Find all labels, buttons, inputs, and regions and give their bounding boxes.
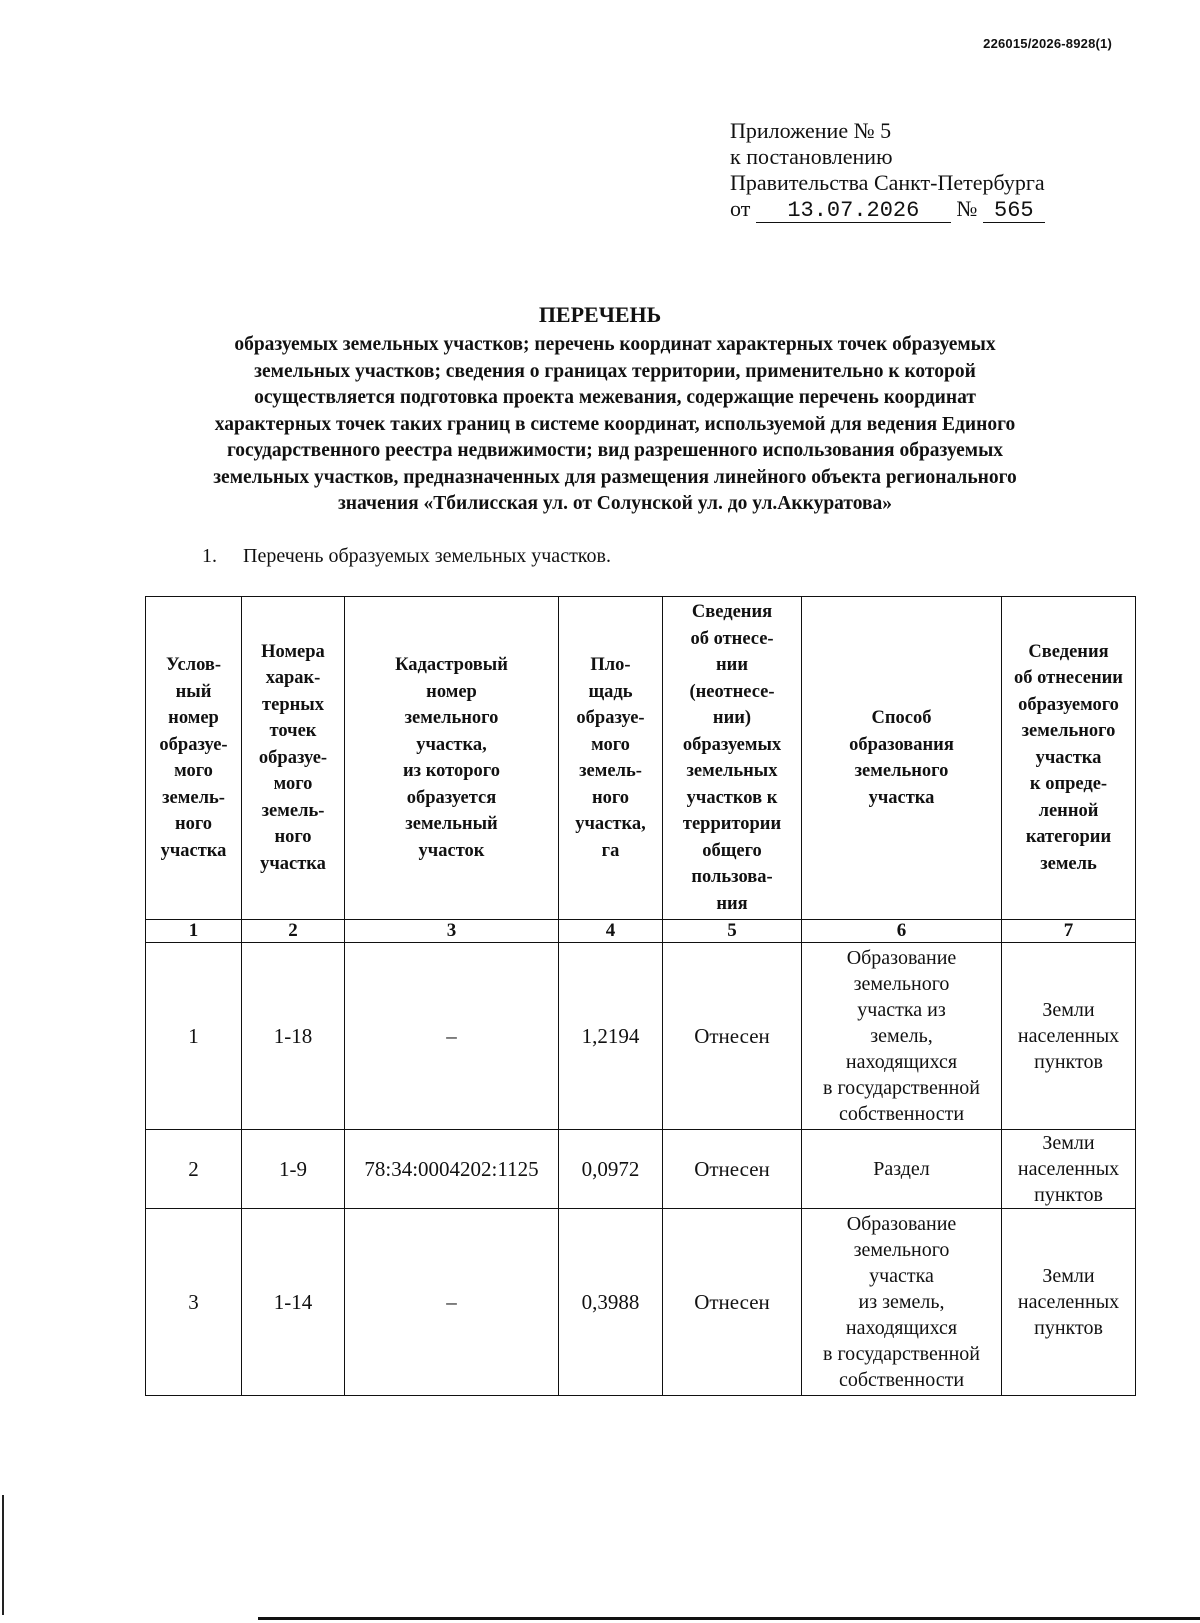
subtitle-line: значения «Тбилисская ул. от Солунской ул. до ул.Аккуратова» <box>337 493 893 514</box>
cell-line: щадь <box>588 681 633 702</box>
cell-line: ного <box>591 787 630 808</box>
cell-line: населенных <box>1017 1025 1120 1047</box>
cell-line: населенных <box>1017 1158 1120 1180</box>
cell-line: номер <box>168 708 219 728</box>
column-number-row <box>146 920 1136 943</box>
cell-line: земель- <box>162 787 225 808</box>
cell-line: образуемых <box>682 734 782 755</box>
cell-line: образуе- <box>576 708 645 728</box>
cell-line: Земли <box>1042 1265 1095 1287</box>
document-number: 226015/2026-8928(1) <box>983 36 1112 51</box>
cell-public-use: Отнесен <box>663 1209 802 1396</box>
cell-line: харак- <box>265 668 321 689</box>
cell-line: из земель, <box>858 1291 945 1313</box>
cell-line: земельного <box>853 973 950 995</box>
cell-line: Раздел <box>873 1158 930 1180</box>
document-title: ПЕРЕЧЕНЬ <box>538 302 662 327</box>
scan-edge-mark <box>2 1495 4 1615</box>
table-header-row <box>146 597 1136 920</box>
cell-line: находящихся <box>845 1317 958 1339</box>
cell-line: Способ <box>871 708 932 728</box>
cell-area: 1,2194 <box>559 943 663 1130</box>
cell-line: образования <box>849 734 954 755</box>
cell-public-use: Отнесен <box>663 1130 802 1209</box>
cell-method <box>802 1209 1002 1396</box>
cell-cadastral: – <box>345 943 559 1130</box>
appendix-line-1: Приложение № 5 <box>730 118 892 143</box>
cell-line: ного <box>174 814 213 834</box>
column-number: 4 <box>559 920 663 943</box>
cell-line: в государственной <box>823 1343 980 1365</box>
cell-line: Сведения <box>1028 641 1109 662</box>
column-number: 5 <box>663 920 802 943</box>
cell-line: точек <box>269 721 317 742</box>
cell-line: земельный <box>405 814 498 834</box>
header-plot-id <box>146 597 242 920</box>
cell-line: из которого <box>403 761 500 781</box>
header-category <box>1002 597 1136 920</box>
cell-line: Образование <box>846 1213 957 1235</box>
subtitle-line: государственного реестра недвижимости; вид разрешенного использования образуемых <box>226 440 1004 461</box>
cell-line: (неотнесе- <box>689 681 775 702</box>
cell-public-use: Отнесен <box>663 943 802 1130</box>
appendix-date-line <box>730 196 1045 223</box>
cell-line: ного <box>274 827 312 848</box>
cell-line: земель- <box>579 761 642 781</box>
cell-line: пользова- <box>691 867 773 887</box>
cell-line: населенных <box>1017 1291 1120 1313</box>
cell-line: Номера <box>261 641 325 662</box>
cell-line: об отнесе- <box>690 628 774 649</box>
cell-line: ный <box>175 681 212 702</box>
cell-line: участка из <box>857 999 946 1021</box>
cell-line: в государственной <box>823 1077 980 1099</box>
table-row <box>146 943 1136 1130</box>
column-number: 6 <box>802 920 1002 943</box>
cell-plot-id: 2 <box>146 1130 242 1209</box>
cell-line: земельного <box>854 761 949 781</box>
cell-line: категории <box>1025 827 1112 848</box>
cell-line: участков к <box>686 787 778 808</box>
section-label: Перечень образуемых земельных участков. <box>243 545 611 567</box>
decree-date: 13.07.2026 <box>756 200 951 223</box>
cell-method <box>802 943 1002 1130</box>
column-number: 7 <box>1002 920 1136 943</box>
cell-line: га <box>601 840 620 861</box>
cell-line: нии) <box>712 708 752 728</box>
cell-line: Образование <box>846 947 957 969</box>
cell-category <box>1002 1209 1136 1396</box>
header-cadastral <box>345 597 559 920</box>
header-method <box>802 597 1002 920</box>
cell-line: образуе- <box>159 734 228 755</box>
cell-line: земель- <box>261 800 325 821</box>
cell-line: Пло- <box>590 655 631 675</box>
cell-line: участка <box>869 1265 934 1287</box>
cell-cadastral: 78:34:0004202:1125 <box>345 1130 559 1209</box>
cell-line: терных <box>262 694 324 715</box>
cell-line: земельного <box>404 708 499 728</box>
bottom-rule <box>258 1617 1200 1620</box>
cell-area: 0,3988 <box>559 1209 663 1396</box>
cell-line: пунктов <box>1034 1184 1103 1206</box>
cell-line: мого <box>591 734 630 755</box>
number-label: № <box>956 196 978 221</box>
document-subtitle <box>110 332 1120 518</box>
cell-line: земельного <box>1021 721 1116 742</box>
cell-cadastral: – <box>345 1209 559 1396</box>
cell-method <box>802 1130 1002 1209</box>
cell-line: земельного <box>853 1239 950 1261</box>
cell-line: мого <box>174 761 213 781</box>
header-area <box>559 597 663 920</box>
cell-line: находящихся <box>845 1051 958 1073</box>
cell-line: мого <box>273 774 313 795</box>
cell-line: Земли <box>1042 1132 1095 1154</box>
cell-line: участка <box>160 840 227 861</box>
cell-line: участка <box>260 853 326 874</box>
cell-line: Услов- <box>165 655 222 675</box>
cell-line: участка, <box>416 734 487 755</box>
column-number: 3 <box>345 920 559 943</box>
appendix-line-3: Правительства Санкт-Петербурга <box>730 170 1045 195</box>
cell-area: 0,0972 <box>559 1130 663 1209</box>
cell-line: к опреде- <box>1029 774 1108 795</box>
land-plots-table <box>145 596 1136 1396</box>
column-number: 1 <box>146 920 242 943</box>
cell-points: 1-14 <box>242 1209 345 1396</box>
subtitle-line: осуществляется подготовка проекта межевания, содержащие перечень координат <box>254 387 976 408</box>
cell-line: общего <box>702 840 762 861</box>
cell-category <box>1002 1130 1136 1209</box>
decree-number: 565 <box>983 200 1045 223</box>
cell-line: ленной <box>1038 800 1099 821</box>
cell-line: участка, <box>575 814 646 834</box>
cell-line: земельных <box>686 761 778 781</box>
cell-line: образуе- <box>258 747 328 768</box>
cell-line: образуется <box>406 787 497 808</box>
section-heading <box>202 545 611 568</box>
section-number: 1. <box>202 545 217 567</box>
cell-line: участка <box>1035 747 1102 768</box>
cell-line: участок <box>418 840 485 861</box>
appendix-block <box>730 118 1045 223</box>
appendix-line-2: к постановлению <box>730 144 893 169</box>
cell-line: собственности <box>838 1369 965 1391</box>
cell-line: номер <box>426 681 477 702</box>
cell-line: участка <box>868 787 935 808</box>
table-row <box>146 1130 1136 1209</box>
subtitle-line: характерных точек таких границ в системе координат, используемой для ведения Единого <box>214 413 1016 435</box>
from-label: от <box>730 196 751 221</box>
cell-plot-id: 3 <box>146 1209 242 1396</box>
cell-line: нии <box>716 655 748 675</box>
cell-line: образуемого <box>1018 694 1119 715</box>
cell-line: об отнесении <box>1014 668 1123 689</box>
cell-plot-id: 1 <box>146 943 242 1130</box>
cell-line: пунктов <box>1034 1051 1103 1073</box>
subtitle-line: земельных участков, предназначенных для размещения линейного объекта регионального <box>213 466 1017 488</box>
column-number: 2 <box>242 920 345 943</box>
cell-line: собственности <box>838 1103 965 1125</box>
cell-line: ния <box>716 893 748 914</box>
table-row <box>146 1209 1136 1396</box>
cell-category <box>1002 943 1136 1130</box>
cell-line: территории <box>682 814 782 834</box>
cell-line: земель <box>1040 853 1097 874</box>
subtitle-line: образуемых земельных участков; перечень координат характерных точек образуемых <box>234 334 996 355</box>
subtitle-line: земельных участков; сведения о границах территории, применительно к которой <box>254 360 976 382</box>
cell-points: 1-9 <box>242 1130 345 1209</box>
cell-line: Земли <box>1042 999 1095 1021</box>
header-points <box>242 597 345 920</box>
cell-line: земель, <box>870 1025 933 1047</box>
header-public-use <box>663 597 802 920</box>
cell-line: пунктов <box>1034 1317 1103 1339</box>
cell-line: Сведения <box>691 602 773 622</box>
cell-line: Кадастровый <box>395 655 508 675</box>
cell-points: 1-18 <box>242 943 345 1130</box>
